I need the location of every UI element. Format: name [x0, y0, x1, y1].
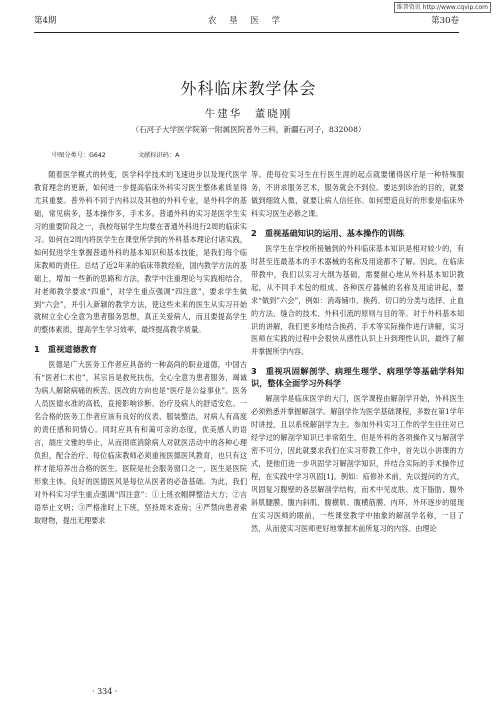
issue-number: 第4期 — [34, 16, 57, 26]
header-rule — [34, 32, 459, 33]
body-paragraph: 医学生在学校所接触到的外科临床基本知识是相对较少的，有时甚至连最基本的手术器械的名称及用途都不了解。因此，在临床带教中，我们以实习大纲为基础，需要耐心地从外科基本知识教起，从不同手术包的组成、各种医疗器械的名称及用途讲起，要求“做到”六会”，例如：消毒铺巾、换药、切口的分类与选择、止血的方法、缝合的技术、外科引流的原则与目的等。对于外科基本知识的讲解，我们更多地结合换药、手术等实际操作进行讲解，实习医师在实践的过程中会很快从感性认识上升到理性认识，最终了解并掌握所学内容。 — [251, 243, 464, 357]
article-authors: 牛建华 董晓刚 — [204, 108, 293, 120]
left-column — [34, 169, 247, 528]
section-heading: 2 重视基础知识的运用、基本操作的训练 — [251, 227, 405, 238]
article-title: 外科临床教学体会 — [180, 79, 317, 98]
journal-name: 农 垦 医 学 — [207, 16, 286, 26]
right-column — [251, 169, 464, 536]
watermark-stamp: 维普资讯 http://www.cqvip.com — [394, 2, 491, 13]
body-paragraph: 解剖学是临床医学的大门，医学课程由解剖学开始，外科医生必须熟悉并掌握解剖学。解剖学作为医学基础课程，多数在第1学年时讲授，且以系统解剖学为主。参加外科实习工作的学生往往对已经学过的解剖学知识已非常陌生，但是外科的各项操作又与解剖学密不可分，因此就要求我们在实习带教工作中，首先以小讲课的方式，使他们进一步巩固学习解剖学知识，并结合实际的手术操作过程，在实践中学习巩固[1]。例如：疝修补术前，先以提问的方式，巩固复习腹壁的各层解剖学结构，而术中见皮肤、皮下脂肪、腹外斜肌腱膜、腹内斜肌、腹横肌、腹横筋膜、内环、外环逐步的展现在实习医师的眼前，一些课堂教学中抽象的解剖学名称，一目了然，从而使实习医师更好地掌握术前所复习的内容。由理论 — [251, 394, 464, 533]
document-code: 文献标识码：A — [138, 152, 180, 159]
volume-number: 第30卷 — [431, 16, 459, 26]
author-affiliation: （石河子大学医学院第一附属医院普外三科，新疆石河子，832008） — [131, 125, 366, 134]
running-header — [34, 14, 459, 28]
body-paragraph: 医德是广大医务工作者应具备的一种高尚的职业道德，中国古有“医者仁术也”，其宗旨是救死扶伤，全心全意为患者服务，竭诚为病人解除病痛的疾苦。医改的方向也是“医疗是公益事业”。医务人员医德水准的高低，直接影响诊断、治疗及病人的舒适安危。一名合格的医务工作者应该有良好的仪表、服装整洁，对病人有高度的责任感和同情心。同时应具有和蔼可亲的态度，优美感人的语言，端庄文雅的举止，从而彻底消除病人对就医活动中的各种心理负担，配合治疗。每位临床教师必须重视医德医风教育，也只有这样才能培养出合格的医生。医院是社会服务窗口之一，医生是医院形象主体。良好的医德医风是每位从医者的必备基础。为此，我们对外科实习学生重点强调“四注意”：①上班衣帽牌整洁大方；②言语举止文明；③严格准时上下班，坚持周末查房；④严禁向患者索取财物，提出无理要求 — [34, 360, 247, 525]
body-paragraph: 等。使每位实习生在行医生涯的起点就要懂得医疗是一种特殊服务，不讲求服务艺术，服务就会不到位。要达到诊治的目的，就要做到细致入微，就要让病人信任你。如何塑造良好的形象是临床外科实习医生必修之课。 — [251, 170, 464, 218]
section-heading: 3 重视巩固解剖学、病理生理学、病理学等基础学科知识，整体全面学习外科学 — [251, 366, 464, 389]
body-paragraph: 随着医学模式的转变，医学科学技术的飞速进步以及现代医学教育理念的更新，如何进一步提高临床外科实习医生整体素质显得尤其重要。普外科不同于内科以及其他的外科专业，是外科学的基础，常见病多，基本操作多，手术多。普通外科的实习是医学生实习的重要阶段之一，我校每届学生均要在普通外科进行2周的临床实习。如何在2周内将医学生在课堂所学到的外科基本理论付诸实践，如何促进学生掌握普通外科的基本知识和基本技能，是我们每个临床教师的责任。总结了近2年来的临床带教经验，国内教学方法的基础上，增加一些新的思路和方法，教学中注重理论与实践相结合，对老师教学要求“四重”，对学生重点强调“四注意”，要求学生做到“六会”，并引入新颖的教学方法，使这些未来的医生从实习开始就树立全心全意为患者服务思想，真正关爱病人，而且要提高学生的整体素质，提高学生学习效率，最终提高教学质量。 — [34, 170, 247, 335]
section-heading: 1 重视道德教育 — [34, 344, 98, 355]
clc-number: 中图分类号：G642 — [52, 152, 106, 159]
page-number: · 334 · — [92, 687, 118, 696]
